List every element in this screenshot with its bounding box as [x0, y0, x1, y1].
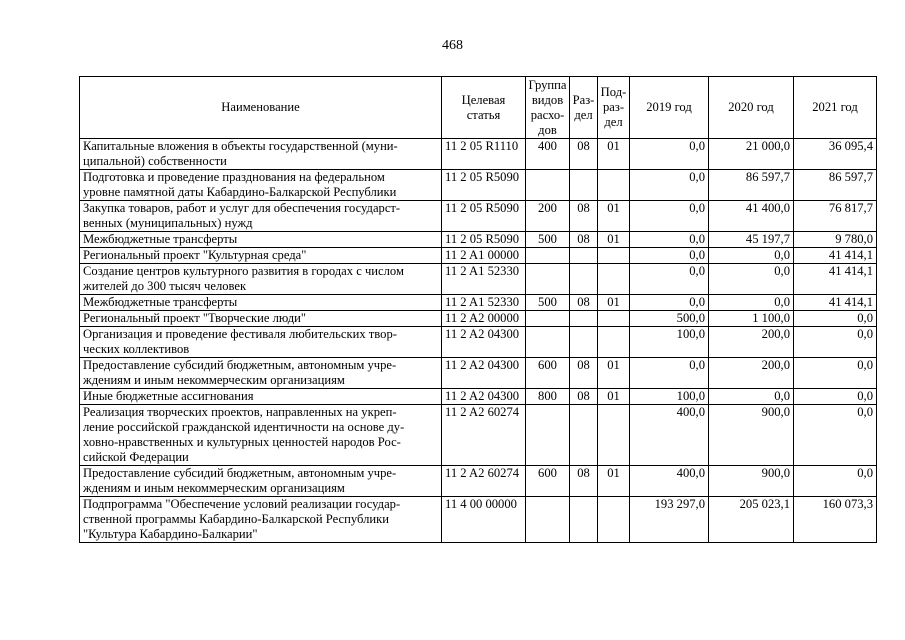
row-amount-2019: 400,0: [630, 466, 709, 497]
row-expense-group: 500: [526, 295, 570, 311]
row-amount-2020: 900,0: [709, 466, 794, 497]
row-name-line: ципальной) собственности: [83, 154, 227, 168]
row-expense-group: [526, 170, 570, 201]
row-amount-2020: 200,0: [709, 327, 794, 358]
header-group-line: дов: [538, 122, 557, 137]
row-subsection: 01: [598, 466, 630, 497]
table-row: [80, 139, 877, 170]
row-amount-2019: 0,0: [630, 295, 709, 311]
row-name-line: Организация и проведение фестиваля любительских твор-: [83, 327, 397, 341]
header-2019: 2019 год: [630, 77, 709, 139]
row-target-code: 11 2 05 R5090: [442, 232, 526, 248]
row-section: 08: [570, 389, 598, 405]
row-section: 08: [570, 466, 598, 497]
row-amount-2020: 45 197,7: [709, 232, 794, 248]
row-section: [570, 327, 598, 358]
row-amount-2021: 0,0: [794, 466, 877, 497]
row-amount-2020: 0,0: [709, 264, 794, 295]
row-subsection: [598, 405, 630, 466]
header-target-line: статья: [466, 107, 501, 122]
table-row: [80, 264, 877, 295]
row-name: [80, 295, 442, 311]
row-section: [570, 405, 598, 466]
row-name-line: Реализация творческих проектов, направленных на укреп-: [83, 405, 397, 419]
header-subsection: [598, 77, 630, 139]
row-amount-2020: 900,0: [709, 405, 794, 466]
row-expense-group: [526, 248, 570, 264]
header-target: [442, 77, 526, 139]
table-row: [80, 311, 877, 327]
row-section: 08: [570, 295, 598, 311]
row-name: [80, 139, 442, 170]
row-target-code: 11 2 A1 52330: [442, 295, 526, 311]
row-name-line: Подпрограмма "Обеспечение условий реализации государ-: [83, 497, 401, 511]
row-amount-2021: 86 597,7: [794, 170, 877, 201]
row-target-code: 11 2 05 R5090: [442, 170, 526, 201]
row-subsection: [598, 170, 630, 201]
row-name-line: Межбюджетные трансферты: [83, 295, 238, 309]
header-2021: 2021 год: [794, 77, 877, 139]
row-target-code: 11 2 A1 00000: [442, 248, 526, 264]
row-name-line: сийской Федерации: [83, 450, 189, 464]
row-subsection: 01: [598, 358, 630, 389]
header-subsection-line: Под-: [600, 85, 627, 99]
row-subsection: [598, 248, 630, 264]
row-section: 08: [570, 139, 598, 170]
row-amount-2019: 400,0: [630, 405, 709, 466]
row-amount-2019: 0,0: [630, 232, 709, 248]
row-subsection: [598, 497, 630, 543]
row-name-line: Предоставление субсидий бюджетным, автономным учре-: [83, 466, 397, 480]
row-expense-group: 800: [526, 389, 570, 405]
row-amount-2021: 160 073,3: [794, 497, 877, 543]
table-row: [80, 327, 877, 358]
row-name-line: Региональный проект "Творческие люди": [83, 311, 306, 325]
row-name-line: ждениям и иным некоммерческим организациям: [83, 373, 345, 387]
row-expense-group: 600: [526, 358, 570, 389]
header-name: Наименование: [80, 77, 442, 139]
row-name: [80, 389, 442, 405]
row-name: [80, 170, 442, 201]
row-amount-2019: 0,0: [630, 139, 709, 170]
row-expense-group: [526, 264, 570, 295]
row-expense-group: 200: [526, 201, 570, 232]
row-amount-2021: 0,0: [794, 389, 877, 405]
row-amount-2020: 200,0: [709, 358, 794, 389]
row-target-code: 11 2 A2 00000: [442, 311, 526, 327]
row-name-line: жителей до 300 тысяч человек: [83, 279, 247, 293]
row-name: [80, 232, 442, 248]
row-name-line: ственной программы Кабардино-Балкарской Республики: [83, 512, 389, 526]
page-number: 468: [442, 38, 463, 53]
row-amount-2021: 41 414,1: [794, 248, 877, 264]
row-section: [570, 497, 598, 543]
row-name-line: Подготовка и проведение празднования на федеральном: [83, 170, 385, 184]
header-row: [80, 77, 877, 139]
header-group-line: Группа: [528, 77, 567, 92]
row-expense-group: [526, 405, 570, 466]
row-amount-2020: 0,0: [709, 389, 794, 405]
row-section: 08: [570, 232, 598, 248]
row-expense-group: 400: [526, 139, 570, 170]
header-section-line: Раз-: [572, 92, 595, 107]
row-amount-2019: 0,0: [630, 358, 709, 389]
row-target-code: 11 2 A2 60274: [442, 466, 526, 497]
row-target-code: 11 2 A2 60274: [442, 405, 526, 466]
row-amount-2020: 21 000,0: [709, 139, 794, 170]
row-name: [80, 405, 442, 466]
table-row: [80, 295, 877, 311]
row-target-code: 11 4 00 00000: [442, 497, 526, 543]
header-subsection-line: раз-: [602, 100, 625, 114]
row-name-line: Иные бюджетные ассигнования: [83, 389, 254, 403]
header-group-line: расхо-: [530, 107, 565, 122]
row-name-line: Предоставление субсидий бюджетным, автономным учре-: [83, 358, 397, 372]
row-amount-2019: 100,0: [630, 327, 709, 358]
table-body: [80, 139, 877, 543]
row-name-line: Межбюджетные трансферты: [83, 232, 238, 246]
row-amount-2019: 0,0: [630, 201, 709, 232]
header-target-line: Целевая: [461, 92, 506, 107]
row-name-line: ление российской гражданской идентичности на основе ду-: [83, 420, 405, 434]
row-amount-2021: 36 095,4: [794, 139, 877, 170]
row-name-line: Закупка товаров, работ и услуг для обеспечения государст-: [83, 201, 401, 215]
header-section-line: дел: [574, 107, 593, 122]
row-target-code: 11 2 05 R1110: [442, 139, 526, 170]
row-target-code: 11 2 A1 52330: [442, 264, 526, 295]
row-amount-2020: 0,0: [709, 295, 794, 311]
row-amount-2019: 100,0: [630, 389, 709, 405]
row-name-line: Капитальные вложения в объекты государственной (муни-: [83, 139, 398, 153]
row-section: [570, 170, 598, 201]
row-target-code: 11 2 A2 04300: [442, 358, 526, 389]
row-subsection: [598, 311, 630, 327]
table-row: [80, 201, 877, 232]
table-row: [80, 358, 877, 389]
row-name-line: ждениям и иным некоммерческим организациям: [83, 481, 345, 495]
row-amount-2019: 500,0: [630, 311, 709, 327]
header-2020: 2020 год: [709, 77, 794, 139]
row-section: [570, 248, 598, 264]
row-amount-2021: 0,0: [794, 327, 877, 358]
row-amount-2021: 0,0: [794, 358, 877, 389]
row-subsection: 01: [598, 201, 630, 232]
row-name-line: Региональный проект "Культурная среда": [83, 248, 307, 262]
row-section: 08: [570, 201, 598, 232]
row-amount-2021: 9 780,0: [794, 232, 877, 248]
row-name: [80, 264, 442, 295]
table-row: [80, 466, 877, 497]
row-name-line: ческих коллективов: [83, 342, 190, 356]
row-amount-2019: 0,0: [630, 248, 709, 264]
budget-table: [79, 76, 877, 543]
row-name-line: уровне памятной даты Кабардино-Балкарской Республики: [83, 185, 397, 199]
row-target-code: 11 2 A2 04300: [442, 327, 526, 358]
table-row: [80, 170, 877, 201]
row-name-line: "Культура Кабардино-Балкарии": [83, 527, 258, 541]
row-amount-2021: 41 414,1: [794, 264, 877, 295]
row-amount-2020: 0,0: [709, 248, 794, 264]
row-expense-group: [526, 497, 570, 543]
table-row: [80, 497, 877, 543]
row-target-code: 11 2 05 R5090: [442, 201, 526, 232]
header-subsection-line: дел: [604, 115, 623, 129]
row-amount-2020: 86 597,7: [709, 170, 794, 201]
table-row: [80, 405, 877, 466]
row-expense-group: [526, 327, 570, 358]
row-amount-2021: 0,0: [794, 405, 877, 466]
row-amount-2020: 205 023,1: [709, 497, 794, 543]
row-name-line: Создание центров культурного развития в городах с числом: [83, 264, 404, 278]
row-amount-2021: 41 414,1: [794, 295, 877, 311]
row-name: [80, 311, 442, 327]
row-section: 08: [570, 358, 598, 389]
table-row: [80, 248, 877, 264]
row-name: [80, 248, 442, 264]
row-amount-2021: 0,0: [794, 311, 877, 327]
row-name-line: венных (муниципальных) нужд: [83, 216, 253, 230]
row-name: [80, 466, 442, 497]
row-name: [80, 327, 442, 358]
row-subsection: [598, 264, 630, 295]
row-subsection: 01: [598, 389, 630, 405]
row-subsection: [598, 327, 630, 358]
row-amount-2021: 76 817,7: [794, 201, 877, 232]
row-amount-2019: 193 297,0: [630, 497, 709, 543]
header-group-line: видов: [531, 92, 564, 107]
row-name: [80, 497, 442, 543]
row-subsection: 01: [598, 295, 630, 311]
row-amount-2019: 0,0: [630, 170, 709, 201]
table-row: [80, 389, 877, 405]
row-amount-2019: 0,0: [630, 264, 709, 295]
row-section: [570, 311, 598, 327]
table-row: [80, 232, 877, 248]
row-target-code: 11 2 A2 04300: [442, 389, 526, 405]
header-group: [526, 77, 570, 139]
row-amount-2020: 41 400,0: [709, 201, 794, 232]
header-section: [570, 77, 598, 139]
row-name: [80, 201, 442, 232]
row-expense-group: [526, 311, 570, 327]
row-subsection: 01: [598, 139, 630, 170]
row-subsection: 01: [598, 232, 630, 248]
row-amount-2020: 1 100,0: [709, 311, 794, 327]
row-name-line: ховно-нравственных и культурных ценностей народов Рос-: [83, 435, 401, 449]
row-name: [80, 358, 442, 389]
row-expense-group: 500: [526, 232, 570, 248]
row-section: [570, 264, 598, 295]
row-expense-group: 600: [526, 466, 570, 497]
